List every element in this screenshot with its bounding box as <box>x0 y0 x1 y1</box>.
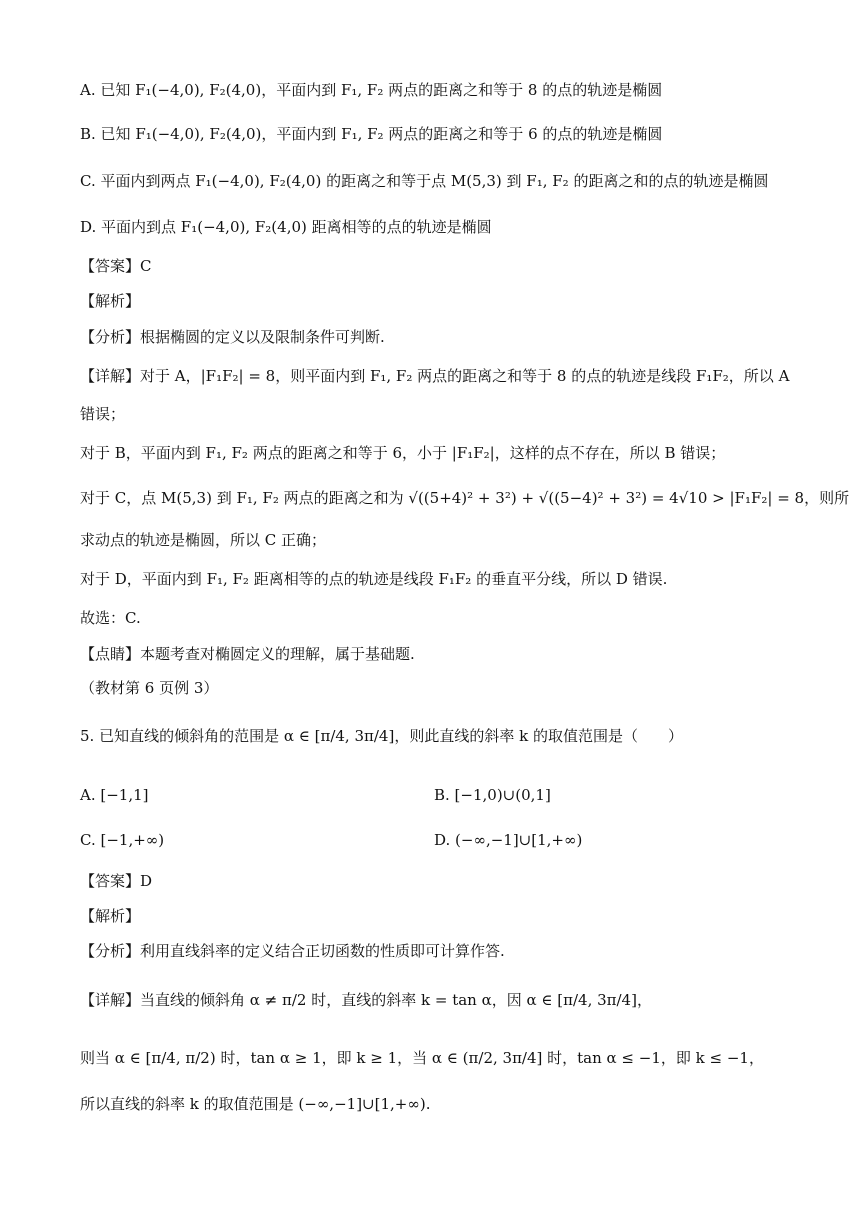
q4-analysis-heading: 【解析】 <box>80 292 141 310</box>
q4-detail-a-line2: 错误； <box>80 405 126 423</box>
q5-detail-line2: 则当 α ∈ [π/4, π/2) 时，tan α ≥ 1，即 k ≥ 1，当 α ∈ (π/2, 3π/4] 时，tan α ≤ −1，即 k ≤ −1， <box>80 1049 764 1067</box>
q5-answer: 【答案】D <box>80 872 153 890</box>
q4-detail-c-line2: 求动点的轨迹是椭圆，所以 C 正确； <box>80 531 327 549</box>
q4-option-b: B. 已知 F₁(−4,0), F₂(4,0)，平面内到 F₁, F₂ 两点的距离之和等于 6 的点的轨迹是椭圆 <box>80 125 663 143</box>
q5-analysis-heading: 【解析】 <box>80 907 141 925</box>
q4-option-c: C. 平面内到两点 F₁(−4,0), F₂(4,0) 的距离之和等于点 M(5,3) 到 F₁, F₂ 的距离之和的点的轨迹是椭圆 <box>80 172 769 190</box>
q4-dianjing: 【点睛】本题考查对椭圆定义的理解，属于基础题. <box>80 645 415 663</box>
q5-analysis-fenxi: 【分析】利用直线斜率的定义结合正切函数的性质即可计算作答. <box>80 942 505 960</box>
q5-option-c: C. [−1,+∞) <box>80 831 165 849</box>
q4-analysis-fenxi: 【分析】根据椭圆的定义以及限制条件可判断. <box>80 328 385 346</box>
q4-detail-d: 对于 D，平面内到 F₁, F₂ 距离相等的点的轨迹是线段 F₁F₂ 的垂直平分线，所以 D 错误. <box>80 570 668 588</box>
q5-stem: 5. 已知直线的倾斜角的范围是 α ∈ [π/4, 3π/4]，则此直线的斜率 k 的取值范围是（ ） <box>80 727 683 745</box>
q5-option-a: A. [−1,1] <box>80 786 149 804</box>
q4-detail-a-line1: 【详解】对于 A，|F₁F₂| = 8，则平面内到 F₁, F₂ 两点的距离之和等于 8 的点的轨迹是线段 F₁F₂，所以 A <box>80 367 790 385</box>
q4-detail-c-line1: 对于 C，点 M(5,3) 到 F₁, F₂ 两点的距离之和为 √((5+4)² + 3²) + √((5−4)² + 3²) = 4√10 > |F₁F₂| = 8，则所 <box>80 489 850 507</box>
q5-option-d: D. (−∞,−1]∪[1,+∞) <box>434 831 583 849</box>
q4-choose: 故选：C. <box>80 609 141 627</box>
q4-detail-b: 对于 B，平面内到 F₁, F₂ 两点的距离之和等于 6，小于 |F₁F₂|，这样的点不存在，所以 B 错误； <box>80 444 726 462</box>
q4-source-note: （教材第 6 页例 3） <box>80 679 219 697</box>
q5-detail-line1: 【详解】当直线的倾斜角 α ≠ π/2 时，直线的斜率 k = tan α，因 α ∈ [π/4, 3π/4]， <box>80 991 652 1009</box>
q5-detail-line3: 所以直线的斜率 k 的取值范围是 (−∞,−1]∪[1,+∞). <box>80 1095 431 1113</box>
q5-option-b: B. [−1,0)∪(0,1] <box>434 786 551 804</box>
q4-option-a: A. 已知 F₁(−4,0), F₂(4,0)，平面内到 F₁, F₂ 两点的距离之和等于 8 的点的轨迹是椭圆 <box>80 81 663 99</box>
q4-option-d: D. 平面内到点 F₁(−4,0), F₂(4,0) 距离相等的点的轨迹是椭圆 <box>80 218 492 236</box>
q4-answer: 【答案】C <box>80 257 152 275</box>
